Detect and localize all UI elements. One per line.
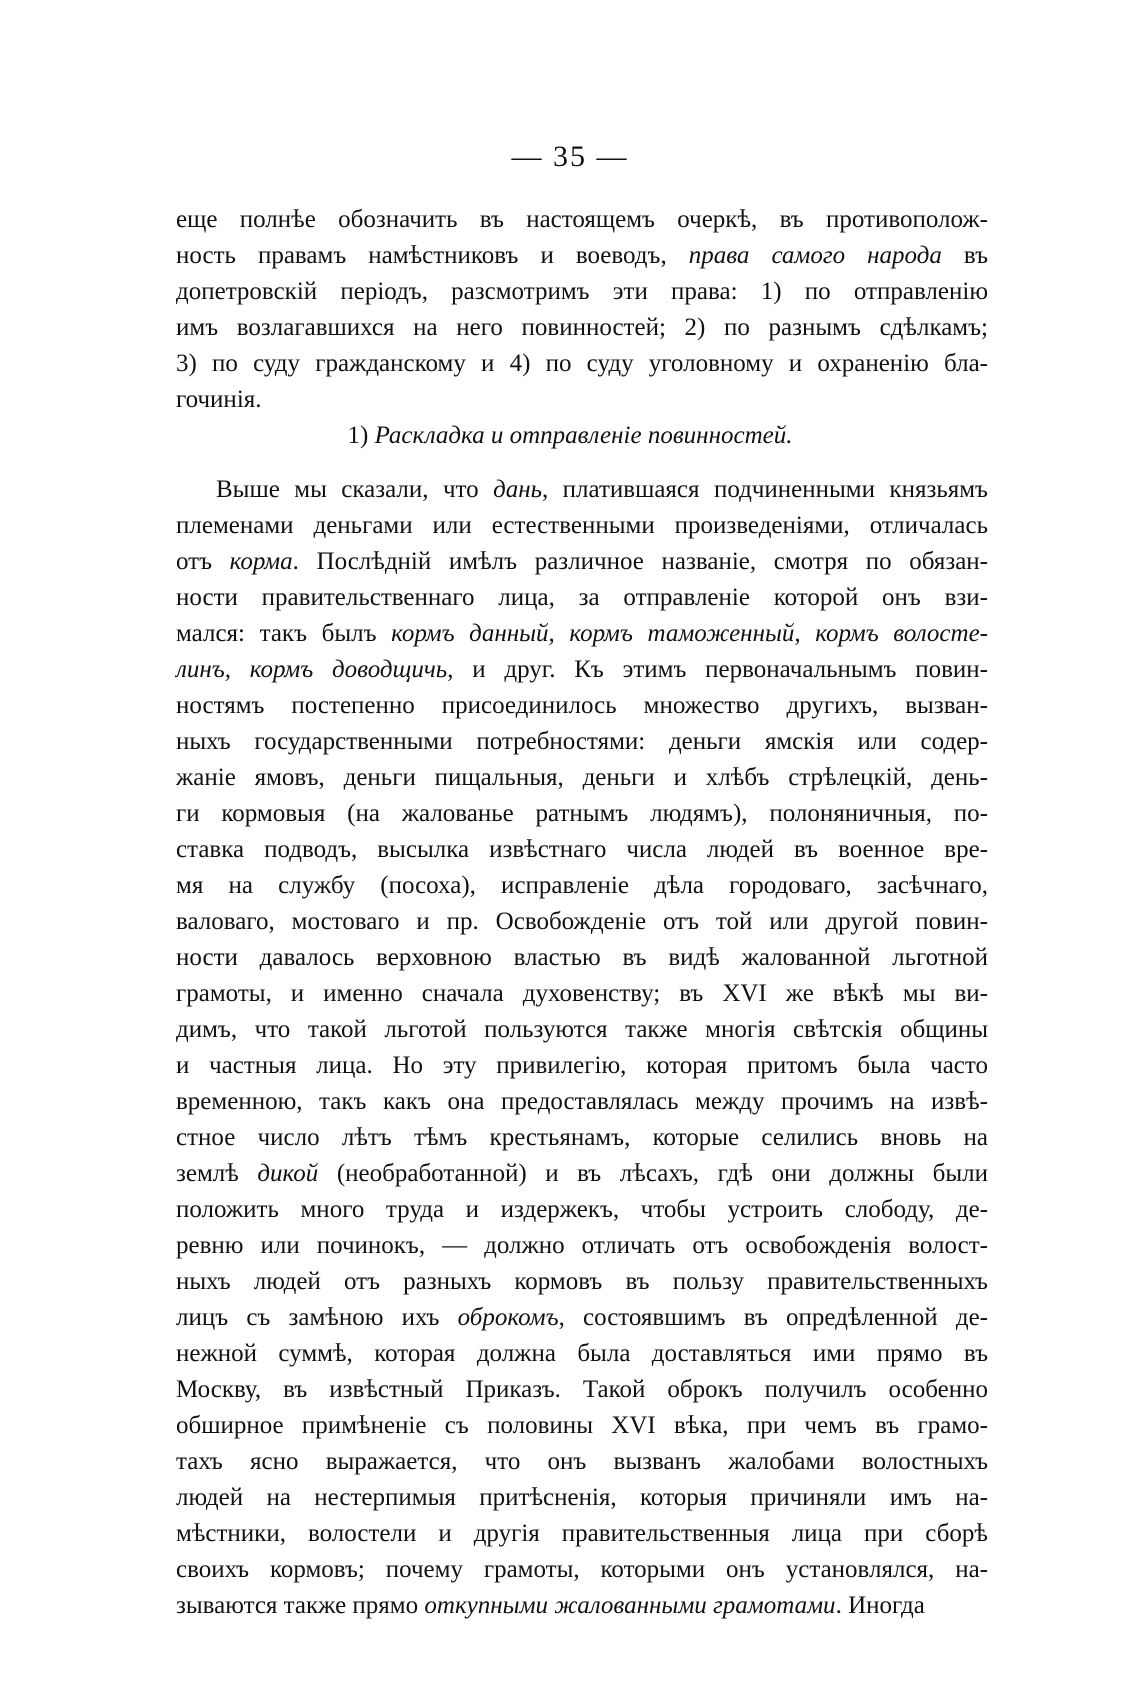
text-run: ности давалось верховною властью въ видѣ жалованной льготной	[176, 944, 988, 971]
text-line	[176, 1048, 988, 1084]
text-line	[176, 1480, 988, 1516]
text-line	[176, 1156, 988, 1192]
text-line	[176, 1336, 988, 1372]
text-line	[176, 346, 988, 382]
text-run: . Послѣдній имѣлъ различное названіе, смотря по обязан-	[292, 548, 988, 575]
text-run: валоваго, мостоваго и пр. Освобожденіе отъ той или другой повин-	[176, 908, 988, 935]
text-line	[176, 1228, 988, 1264]
text-run: , состоявшимъ въ опредѣленной де-	[558, 1304, 988, 1331]
paragraph-duties	[176, 472, 988, 1624]
text-run: жаніе ямовъ, деньги пищальныя, деньги и хлѣбъ стрѣлецкій, день-	[176, 764, 988, 791]
text-run: имъ возлагавшихся на него повинностей; 2) по разнымъ сдѣлкамъ;	[176, 314, 988, 341]
text-run: своихъ кормовъ; почему грамоты, которыми онъ установлялся, на-	[176, 1556, 988, 1583]
text-line	[176, 202, 988, 238]
text-run: , и друг. Къ этимъ первоначальнымъ повин-	[447, 656, 988, 683]
text-line	[176, 976, 988, 1012]
text-run: ностямъ постепенно присоединилось множество другихъ, вызван-	[176, 692, 988, 719]
text-run: Москву, въ извѣстный Приказъ. Такой оброкъ получилъ особенно	[176, 1376, 988, 1403]
text-run: ности правительственнаго лица, за отправленіе которой онъ взи-	[176, 584, 988, 611]
text-line	[176, 1120, 988, 1156]
text-run: Выше мы сказали, что	[216, 476, 494, 503]
text-run: ги кормовыя (на жалованье ратнымъ людямъ), полоняничныя, по-	[176, 800, 988, 827]
text-line	[176, 382, 988, 418]
text-run: мался: такъ былъ	[176, 620, 392, 647]
text-line	[176, 760, 988, 796]
text-line	[176, 274, 988, 310]
text-line	[176, 616, 988, 652]
section-heading-title: Раскладка и отправленіе повинностей.	[374, 422, 793, 449]
text-run: отъ	[176, 548, 230, 575]
text-line	[176, 1372, 988, 1408]
text-line	[176, 1408, 988, 1444]
text-run: стное число лѣтъ тѣмъ крестьянамъ, которые селились вновь на	[176, 1124, 988, 1151]
paragraph-intro	[176, 202, 988, 418]
text-run: грамоты, и именно сначала духовенству; въ XVI же вѣкѣ мы ви-	[176, 980, 988, 1007]
text-line	[176, 1552, 988, 1588]
italic-run: откупными жалованными грамотами	[424, 1592, 836, 1619]
text-line	[176, 1444, 988, 1480]
text-run: зываются также прямо	[176, 1592, 425, 1619]
text-line	[176, 904, 988, 940]
text-run: ныхъ людей отъ разныхъ кормовъ въ пользу правительственныхъ	[176, 1268, 988, 1295]
text-run: землѣ	[176, 1160, 258, 1187]
text-run: обширное примѣненіе съ половины XVI вѣка, при чемъ въ грамо-	[176, 1412, 988, 1439]
text-line	[176, 1300, 988, 1336]
text-run: и частныя лица. Но эту привилегію, которая притомъ была часто	[176, 1052, 988, 1079]
italic-run: корма	[229, 548, 293, 575]
text-run: племенами деньгами или естественными произведеніями, отличалась	[176, 512, 988, 539]
text-line	[176, 472, 988, 508]
text-run: тахъ ясно выражается, что онъ вызванъ жалобами волостныхъ	[176, 1448, 988, 1475]
italic-run: кормъ данный, кормъ таможенный, кормъ волосте-	[391, 620, 988, 647]
text-line	[176, 544, 988, 580]
text-run: (необработанной) и въ лѣсахъ, гдѣ они должны были	[318, 1160, 989, 1187]
italic-run: оброкомъ	[457, 1304, 559, 1331]
text-run: , платившаяся подчиненными князьямъ	[542, 476, 988, 503]
text-run: положить много труда и издержекъ, чтобы устроить слободу, де-	[176, 1196, 988, 1223]
text-line	[176, 508, 988, 544]
text-line	[176, 652, 988, 688]
text-line	[176, 688, 988, 724]
text-line	[176, 580, 988, 616]
text-line	[176, 238, 988, 274]
text-line	[176, 868, 988, 904]
text-run: людей на нестерпимыя притѣсненія, которыя причиняли имъ на-	[176, 1484, 988, 1511]
text-run: временною, такъ какъ она предоставлялась между прочимъ на извѣ-	[176, 1088, 988, 1115]
text-run: димъ, что такой льготой пользуются также многія свѣтскія общины	[176, 1016, 988, 1043]
text-run: въ	[941, 242, 988, 269]
italic-run: права самого народа	[688, 242, 942, 269]
text-run: . Иногда	[835, 1592, 925, 1619]
text-line	[176, 310, 988, 346]
text-line	[176, 724, 988, 760]
text-run: лицъ съ замѣною ихъ	[176, 1304, 458, 1331]
section-heading-number: 1)	[347, 422, 375, 449]
text-line	[176, 1084, 988, 1120]
text-line	[176, 1012, 988, 1048]
text-line	[176, 1264, 988, 1300]
text-line	[176, 1192, 988, 1228]
text-line	[176, 1588, 988, 1624]
text-run: мя на службу (посоха), исправленіе дѣла городоваго, засѣчнаго,	[176, 872, 988, 899]
text-run: 3) по суду гражданскому и 4) по суду уголовному и охраненію бла-	[176, 350, 988, 377]
text-run: ставка подводъ, высылка извѣстнаго числа людей въ военное вре-	[176, 836, 988, 863]
text-run: ныхъ государственными потребностями: деньги ямскія или содер-	[176, 728, 988, 755]
text-run: ность правамъ намѣстниковъ и воеводъ,	[176, 242, 689, 269]
text-run: ревню или починокъ, — должно отличать отъ освобожденія волост-	[176, 1232, 988, 1259]
italic-run: линъ, кормъ доводщичь	[176, 656, 448, 683]
italic-run: дань	[493, 476, 542, 503]
text-run: еще полнѣе обозначить въ настоящемъ очеркѣ, въ противополож-	[176, 206, 988, 233]
text-line	[176, 940, 988, 976]
text-line	[176, 1516, 988, 1552]
text-run: допетровскій періодъ, разсмотримъ эти права: 1) по отправленію	[176, 278, 988, 305]
italic-run: дикой	[257, 1160, 319, 1187]
text-line	[176, 832, 988, 868]
page-number: — 35 —	[511, 140, 629, 173]
text-run: мѣстники, волостели и другія правительственныя лица при сборѣ	[176, 1520, 988, 1547]
text-line	[176, 796, 988, 832]
text-run: нежной суммѣ, которая должна была доставляться ими прямо въ	[176, 1340, 988, 1367]
text-run: гочинія.	[176, 386, 262, 413]
section-heading	[0, 418, 1140, 454]
